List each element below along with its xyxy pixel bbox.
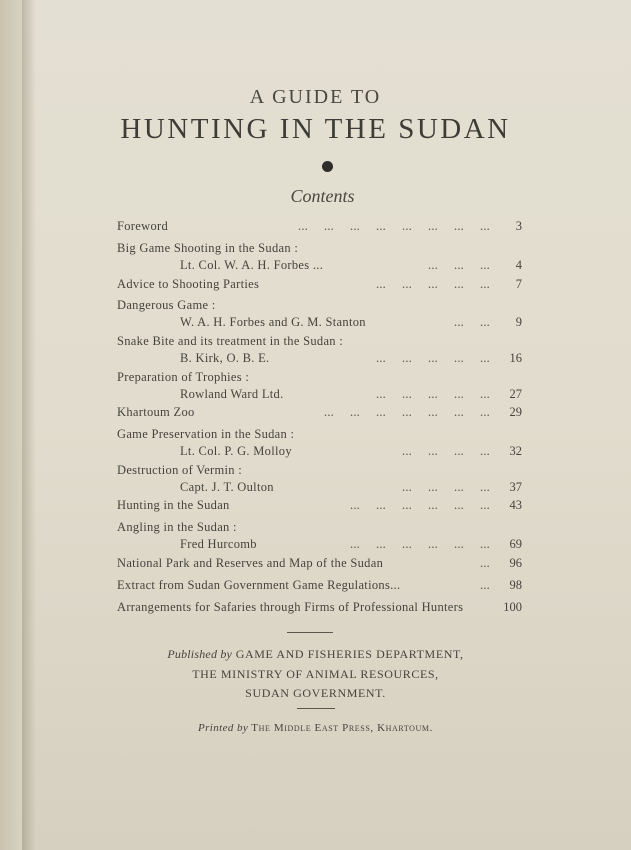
toc-page-number: 32 — [509, 444, 522, 458]
printed-by-label: Printed by — [198, 722, 249, 734]
toc-page-number: 37 — [509, 480, 522, 494]
toc-entry-title: Khartoum Zoo — [117, 405, 195, 419]
publisher-line-1 — [0, 647, 631, 662]
toc-entry-title: Foreword — [117, 219, 169, 233]
toc-page-number: 98 — [509, 578, 522, 592]
toc-entry-author: W. A. H. Forbes and G. M. Stanton — [180, 315, 366, 329]
toc-entry-author: Capt. J. T. Oulton — [180, 480, 274, 494]
toc-entry-title: Game Preservation in the Sudan : — [117, 427, 295, 441]
publisher-department: GAME AND FISHERIES DEPARTMENT, — [235, 647, 464, 661]
toc-page-number: 4 — [515, 258, 522, 272]
toc-page-number: 100 — [503, 600, 522, 614]
toc-entry-title: Preparation of Trophies : — [117, 370, 250, 384]
toc-leader-dots: ... ... ... ... ... ... — [350, 498, 490, 512]
toc-entry-author: Fred Hurcomb — [180, 537, 257, 551]
toc-page-number: 16 — [509, 351, 522, 365]
toc-leader-dots: ... — [480, 578, 490, 592]
toc-page-number: 96 — [509, 556, 522, 570]
toc-page-number: 3 — [515, 219, 522, 233]
toc-page-number: 69 — [509, 537, 522, 551]
toc-leader-dots: ... ... ... ... ... ... — [350, 537, 490, 551]
toc-leader-dots: ... ... ... ... ... ... ... — [324, 405, 490, 419]
toc-leader-dots: ... ... ... ... ... — [376, 351, 490, 365]
toc-entry-author: Lt. Col. P. G. Molloy — [180, 444, 292, 458]
printer-line — [0, 722, 631, 734]
publisher-line-2: THE MINISTRY OF ANIMAL RESOURCES, — [192, 667, 439, 681]
toc-leader-dots: ... ... — [454, 315, 490, 329]
toc-entry-title: National Park and Reserves and Map of the Sudan — [117, 556, 384, 570]
toc-leader-dots: ... ... ... ... ... — [376, 387, 490, 401]
divider-rule-2 — [297, 708, 335, 709]
toc-entry-title: Advice to Shooting Parties — [117, 277, 260, 291]
toc-entry-title: Extract from Sudan Government Game Regulations... — [117, 578, 401, 592]
book-title: HUNTING IN THE SUDAN — [120, 113, 511, 145]
toc-entry-title: Arrangements for Safaries through Firms of Professional Hunters — [117, 600, 464, 614]
printer-name: The Middle East Press, Khartoum. — [251, 722, 433, 734]
toc-entry-title: Angling in the Sudan : — [117, 520, 237, 534]
toc-entry-author: Rowland Ward Ltd. — [180, 387, 284, 401]
toc-page-number: 27 — [509, 387, 522, 401]
toc-page-number: 43 — [509, 498, 522, 512]
toc-entry-author: B. Kirk, O. B. E. — [180, 351, 270, 365]
toc-entry-title: Snake Bite and its treatment in the Sudan : — [117, 334, 344, 348]
toc-entry-title: Destruction of Vermin : — [117, 463, 243, 477]
toc-page-number: 9 — [515, 315, 522, 329]
contents-heading: Contents — [290, 186, 355, 206]
toc-entry-title: Hunting in the Sudan — [117, 498, 230, 512]
toc-leader-dots: ... ... ... ... — [402, 444, 490, 458]
toc-entry-author: Lt. Col. W. A. H. Forbes ... — [180, 258, 324, 272]
published-by-label: Published by — [167, 647, 233, 661]
toc-leader-dots: ... ... ... ... ... ... ... ... — [298, 219, 490, 233]
book-subtitle: A GUIDE TO — [249, 86, 382, 108]
publisher-line-3: SUDAN GOVERNMENT. — [245, 686, 386, 700]
toc-leader-dots: ... ... ... — [428, 258, 490, 272]
toc-entry-title: Dangerous Game : — [117, 298, 216, 312]
toc-leader-dots: ... — [480, 556, 490, 570]
toc-leader-dots: ... ... ... ... — [402, 480, 490, 494]
toc-entry-title: Big Game Shooting in the Sudan : — [117, 241, 299, 255]
divider-rule — [287, 632, 333, 633]
toc-leader-dots: ... ... ... ... ... — [376, 277, 490, 291]
toc-page-number: 29 — [509, 405, 522, 419]
toc-page-number: 7 — [515, 277, 522, 291]
